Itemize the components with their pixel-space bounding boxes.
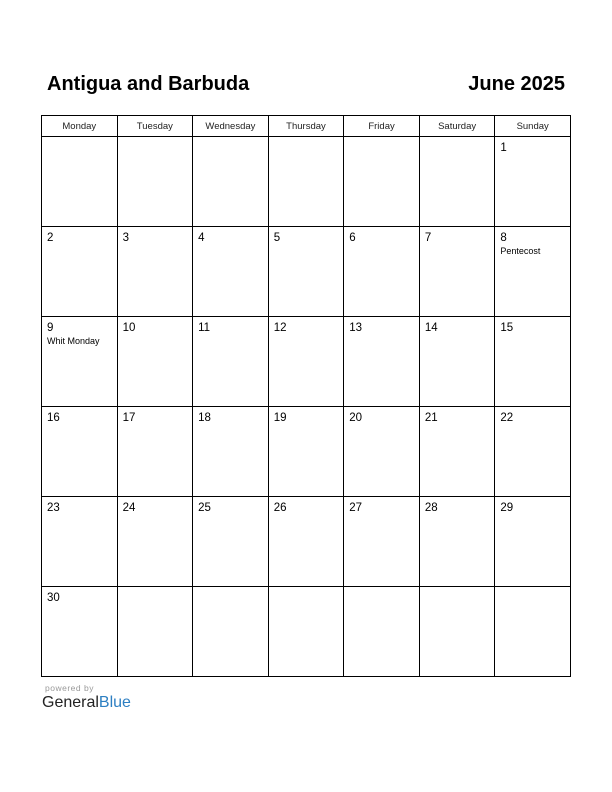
day-cell	[268, 227, 344, 317]
calendar-week-row	[42, 227, 571, 317]
day-cell	[42, 137, 118, 227]
day-number	[420, 587, 495, 591]
day-number: 29	[500, 502, 514, 514]
holiday-label: Whit Monday	[47, 336, 100, 346]
day-cell	[268, 137, 344, 227]
day-number: 1	[500, 142, 507, 154]
day-number: 25	[198, 502, 211, 514]
day-number	[269, 137, 344, 141]
day-number: 4	[198, 232, 205, 244]
day-cell	[193, 497, 269, 587]
day-number: 7	[424, 232, 432, 244]
day-number	[42, 137, 117, 141]
day-number: 17	[122, 412, 136, 424]
day-number: 16	[47, 412, 60, 424]
calendar-week-row	[42, 587, 571, 677]
generalblue-logo[interactable]	[42, 694, 131, 712]
weekday-header: Saturday	[419, 116, 495, 137]
day-number: 10	[122, 322, 136, 334]
day-cell	[193, 587, 269, 677]
day-number	[495, 587, 570, 591]
day-number	[344, 587, 419, 591]
calendar-grid	[41, 115, 571, 677]
weekday-header: Sunday	[495, 116, 571, 137]
day-number	[118, 587, 193, 591]
day-cell	[419, 137, 495, 227]
calendar-week-row	[42, 407, 571, 497]
day-number	[193, 587, 268, 591]
day-cell	[344, 137, 420, 227]
day-number	[420, 137, 495, 141]
day-number: 26	[273, 502, 287, 514]
weekday-header: Tuesday	[117, 116, 193, 137]
day-cell	[495, 497, 571, 587]
day-cell	[495, 317, 571, 407]
day-cell	[193, 227, 269, 317]
day-number: 27	[349, 502, 363, 514]
holiday-label: Pentecost	[500, 246, 541, 256]
weekday-header: Friday	[344, 116, 420, 137]
brand-blue: Blue	[98, 694, 131, 711]
day-cell	[344, 407, 420, 497]
day-cell	[495, 587, 571, 677]
day-number: 6	[349, 232, 356, 244]
weekday-header-row	[42, 116, 571, 137]
day-number: 28	[424, 502, 438, 514]
day-number: 20	[349, 412, 363, 424]
day-number: 14	[424, 322, 438, 334]
day-cell	[117, 407, 193, 497]
day-cell	[344, 227, 420, 317]
day-cell	[193, 137, 269, 227]
day-cell	[117, 317, 193, 407]
month-year-title: June 2025	[468, 73, 565, 95]
day-number: 22	[500, 412, 514, 424]
day-cell	[419, 317, 495, 407]
day-cell	[42, 587, 118, 677]
day-number: 5	[273, 232, 281, 244]
day-number: 3	[122, 232, 129, 244]
day-cell	[495, 227, 571, 317]
day-number: 12	[273, 322, 287, 334]
day-number	[118, 137, 193, 141]
day-cell	[42, 497, 118, 587]
day-number: 2	[47, 232, 54, 244]
day-cell	[495, 407, 571, 497]
day-number: 24	[122, 502, 136, 514]
powered-by-text: powered by	[45, 683, 94, 693]
weekday-header: Monday	[42, 116, 118, 137]
day-cell	[268, 587, 344, 677]
calendar-week-row	[42, 317, 571, 407]
day-number: 11	[198, 322, 211, 334]
day-cell	[42, 407, 118, 497]
weekday-header: Thursday	[268, 116, 344, 137]
day-cell	[419, 587, 495, 677]
weekday-header: Wednesday	[193, 116, 269, 137]
day-number	[193, 137, 268, 141]
day-cell	[495, 137, 571, 227]
country-title: Antigua and Barbuda	[47, 73, 250, 95]
day-cell	[42, 317, 118, 407]
day-number: 21	[424, 412, 438, 424]
day-cell	[419, 497, 495, 587]
day-number: 8	[500, 232, 507, 244]
day-number: 19	[273, 412, 287, 424]
day-number: 18	[198, 412, 211, 424]
day-cell	[268, 407, 344, 497]
day-cell	[117, 227, 193, 317]
calendar-week-row	[42, 497, 571, 587]
day-cell	[419, 227, 495, 317]
day-cell	[344, 587, 420, 677]
day-number: 13	[349, 322, 363, 334]
brand-general: General	[42, 694, 99, 711]
day-number: 23	[47, 502, 60, 514]
day-number	[344, 137, 419, 141]
day-cell	[193, 407, 269, 497]
day-cell	[42, 227, 118, 317]
day-number: 30	[47, 592, 60, 604]
day-cell	[344, 497, 420, 587]
day-cell	[117, 587, 193, 677]
day-cell	[117, 137, 193, 227]
day-number: 15	[500, 322, 514, 334]
day-number	[269, 587, 344, 591]
day-cell	[268, 317, 344, 407]
day-cell	[117, 497, 193, 587]
day-number: 9	[47, 322, 54, 334]
calendar-week-row	[42, 137, 571, 227]
day-cell	[193, 317, 269, 407]
day-cell	[268, 497, 344, 587]
day-cell	[419, 407, 495, 497]
day-cell	[344, 317, 420, 407]
